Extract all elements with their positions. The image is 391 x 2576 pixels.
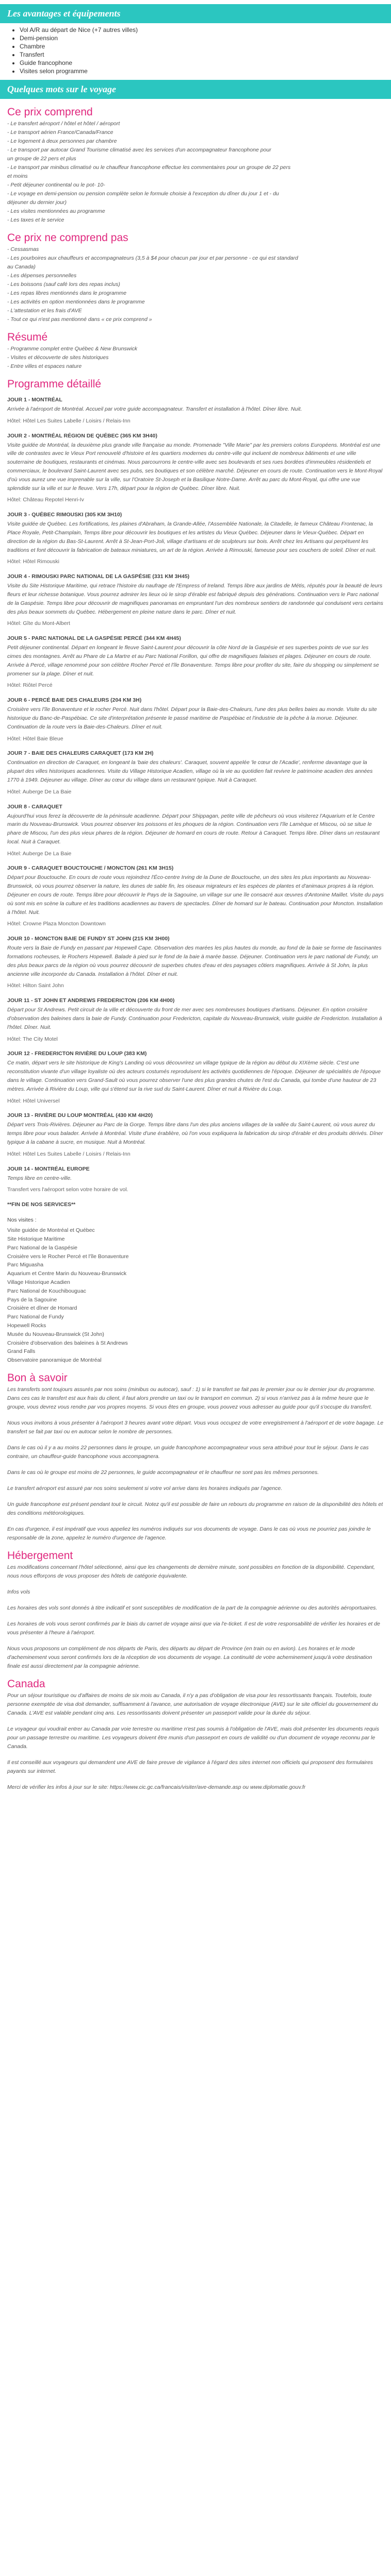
- exclude-line: - Les dépenses personnelles: [7, 273, 77, 279]
- summary-line: - Visites et découverte de sites historiques: [7, 354, 109, 361]
- summary-line: - Programme complet entre Québec & New Brunswick: [7, 346, 138, 352]
- day-hotel: Hôtel: Gîte du Mont-Albert: [7, 620, 70, 627]
- day-block: [7, 1166, 384, 1195]
- advantage-item: • Guide francophone: [20, 59, 384, 66]
- lodging-para: Les horaires de vols vous seront confirmés par le biais du carnet de voyage ainsi que via l'e-ticket. Il est de votre responsabilité de vérifier les horaires et de vous présenter à l'heure à l'aéroport.: [7, 1620, 380, 1636]
- include-line: - Le transport aérien France/Canada/France: [7, 129, 113, 135]
- day-title: JOUR 10 - MONCTON BAIE DE FUNDY ST JOHN (215 KM 3H00): [7, 936, 170, 942]
- exclude-line: au Canada): [7, 264, 36, 270]
- day-title: JOUR 11 - ST JOHN ET ANDREWS FREDERICTON (206 KM 4H00): [7, 997, 175, 1004]
- day-text: Départ pour Bouctouche. En cours de route vous rejoindrez l'Éco-centre Irving de la Dune de Bouctouche, un des sites les plus importants au Nouveau-Brunswick, où vous pourrez observer la nature, les dunes de sable fin, les oiseaux migrateurs et les espèces de plantes et d'animaux propres à la région. Déjeuner en cours de route. Temps libre pour découvrir le Pays de la Sagouine, un village sur une île consacré aux œuvres d'Antonine Maillet. Visite du pays où sont mis en scène la culture et les traditions acadiennes au travers de spectacles. Dîner de homard sur le bateau. Continuation pour Moncton. Installation à l'hôtel. Nuit.: [7, 874, 384, 916]
- canada-title: Canada: [7, 1677, 45, 1690]
- day-title: JOUR 9 - CARAQUET BOUCTOUCHE / MONCTON (261 KM 3H15): [7, 865, 174, 872]
- day-block: [7, 865, 384, 928]
- canada-para: Merci de vérifier les infos à jour sur le site: https://www.cic.gc.ca/francais/visiter/ave-demande.asp ou www.diplomatie.gouv.fr: [7, 1784, 306, 1790]
- program-title: Programme détaillé: [7, 378, 102, 390]
- visit-item: Croisière d'observation des baleines à St Andrews: [7, 1340, 128, 1346]
- include-line: un groupe de 22 pers et plus: [7, 156, 76, 162]
- visit-item: Croisière et dîner de Homard: [7, 1305, 77, 1312]
- lodging-title: Hébergement: [7, 1549, 73, 1562]
- day-hotel: Hôtel: Château Repotel Henri-Iv: [7, 497, 84, 503]
- day-text: Petit déjeuner continental. Départ en longeant le fleuve Saint-Laurent pour découvrir la côte Nord de la Gaspésie et ses superbes points de vue sur les cimes des montagnes. Arrêt au Phare de La Martre et au Parc National Forillon, qui offre de magnifiques falaises et plages. Déjeuner en cours de route. Arrivée à Percé, village renommé pour son célèbre Rocher Percé et l'île Bonaventure. Temps libre pour profiter du site, faire du shopping ou simplement se promener sur la plage. Dîner et nuit.: [7, 645, 379, 677]
- day-text: Croisière vers l'île Bonaventure et le rocher Percé. Nuit dans l'hôtel. Départ pour la Baie-des-Chaleurs, l'une des plus belles baies au monde. Visite du site historique du Banc-de-Paspébiac. Ce site d'interprétation présente le passé maritime de Paspébiac et l'industrie de la pêche à la morue. Déjeuner. Continuation de la route vers la Baie-des-Chaleurs. Dîner et nuit.: [7, 706, 377, 730]
- day-block: [7, 397, 384, 426]
- include-line: déjeuner du dernier jour): [7, 199, 67, 206]
- visit-item: Grand Falls: [7, 1348, 36, 1355]
- day-block: [7, 697, 384, 743]
- day-hotel: Hôtel: Hôtel Rimouski: [7, 558, 59, 565]
- day-hotel: Hôtel: Auberge De La Baie: [7, 788, 72, 795]
- advantage-item: • Chambre: [20, 43, 384, 50]
- day-title: JOUR 8 - CARAQUET: [7, 803, 62, 810]
- day-text: Départ pour St Andrews. Petit circuit de la ville et découverte du front de mer avec ses nombreuses boutiques d'artisans. Déjeuner. En option croisière d'observation des baleines dans la baie de Fundy. Continuation pour Fredericton, capitale du Nouveau-Brunswick, visite guidée de Fredericton. Installation à l'hôtel. Dîner. Nuit.: [7, 1007, 382, 1030]
- visit-item: Croisière vers le Rocher Percé et l'île Bonaventure: [7, 1253, 129, 1260]
- goodtoknow-para: Les transferts sont toujours assurés par nos soins (minibus ou autocar), sauf : 1) si le transfert se fait pas le premier jour ou le dernier jour du programme. Dans ces cas le transfert est aux frais du client, il faut alors prendre un taxi ou le transport en commun. 2) si vous n'arrivez pas à la même heure que le groupe, vous devrez vous rendre par vos propres moyens. Si vous êtes en groupe, vous pouvez vous adresser au guide pour qu'il s'occupe du transfert.: [7, 1386, 376, 1410]
- day-title: JOUR 1 - MONTRÉAL: [7, 397, 62, 403]
- day-hotel: Hôtel: The City Motel: [7, 1036, 58, 1042]
- include-line: - Petit déjeuner continental ou le pot- 10-: [7, 182, 105, 188]
- day-hotel: Hôtel: Hôtel Les Suites Labelle / Loisirs / Relais-Inn: [7, 1150, 131, 1157]
- day-title: JOUR 3 - QUÉBEC RIMOUSKI (305 KM 3H10): [7, 512, 122, 518]
- day-title: JOUR 2 - MONTRÉAL RÉGION DE QUÉBEC (365 KM 3H40): [7, 432, 157, 439]
- exclude-line: - Les repas libres mentionnés dans le programme: [7, 290, 127, 296]
- program-end: **FIN DE NOS SERVICES**: [7, 1201, 76, 1208]
- summary-list: [7, 345, 384, 371]
- day-hotel: Transfert vers l'aéroport selon votre horaire de vol.: [7, 1187, 128, 1193]
- day-hotel: Hôtel: Crowne Plaza Moncton Downtown: [7, 921, 106, 927]
- include-line: - Le transfert aéroport / hôtel et hôtel / aéroport: [7, 121, 120, 127]
- visit-item: Parc National de la Gaspésie: [7, 1244, 77, 1251]
- day-text: Départ vers Trois-Rivières. Déjeuner au Parc de la Gorge. Temps libre dans l'un des plus anciens villages de la vallée du Saint-Laurent, où vous aurez du temps libre pour vous balader. Arrivée à Montréal. Visite d'une érablière, où l'on vous expliquera la fabrication du sirop d'érable et des produits dérivés. Dîner typique à la cabane à sucre, en musique. Nuit à Montréal.: [7, 1122, 383, 1146]
- visit-item: Village Historique Acadien: [7, 1279, 70, 1285]
- include-line: - Les visites mentionnées au programme: [7, 208, 105, 214]
- day-block: [7, 573, 384, 628]
- day-block: [7, 512, 384, 566]
- visit-item: Parc National de Fundy: [7, 1314, 64, 1320]
- exclude-line: - Les pourboires aux chauffeurs et accompagnateurs (3,5 à $4 pour chacun par jour et par personne - ce qui est standard: [7, 255, 298, 261]
- day-text: Arrivée à l'aéroport de Montréal. Accueil par votre guide accompagnateur. Transfert et installation à l'hôtel. Dîner libre. Nuit.: [7, 406, 302, 412]
- visit-item: Observatoire panoramique de Montréal: [7, 1357, 102, 1364]
- day-title: JOUR 5 - PARC NATIONAL DE LA GASPÉSIE PERCÉ (344 KM 4H45): [7, 635, 181, 642]
- advantage-item: • Transfert: [20, 51, 384, 58]
- includes-list: [7, 120, 384, 225]
- canada-para: Le voyageur qui voudrait entrer au Canada par voie terrestre ou maritime n'est pas soumis à l'obligation de l'AVE, mais doit présenter les documents requis pour un passage terrestre ou maritime. Les voyageurs doivent être munis d'un passeport en cours de validité ou d'un document de voyage reconnu par le Canada.: [7, 1725, 379, 1750]
- day-text: Temps libre en centre-ville.: [7, 1175, 72, 1181]
- day-text: Visite du Site Historique Maritime, qui retrace l'histoire du naufrage de l'Empress of Ireland. Temps libre aux jardins de Métis, réputés pour la beauté de leurs fleurs et leur richesse botanique. Vous pourrez admirer les lieux où le sirop d'érable est fabriqué depuis des générations. Continuation vers le Parc national de la Gaspésie. Temps libre pour découvrir de magnifiques panoramas en empruntant l'un des nombreux sentiers de randonnée qui conduisent vers certains des plus beaux sommets du Québec. Hébergement en pleine nature dans le parc. Dîner et nuit.: [7, 583, 383, 615]
- canada-para: Il est conseillé aux voyageurs qui demandent une AVE de faire preuve de vigilance à l'égard des sites internet non officiels qui proposent des formulaires payants sur internet.: [7, 1759, 373, 1774]
- exclude-line: - Cessasmas: [7, 246, 39, 252]
- day-title: JOUR 6 - PERCÉ BAIE DES CHALEURS (204 KM 3H): [7, 697, 142, 704]
- visit-item: Site Historique Maritime: [7, 1236, 65, 1242]
- include-line: - Le transport par minibus climatisé ou le chauffeur francophone effectue les commentaires pour un groupe de 22 pers: [7, 164, 291, 171]
- day-block: [7, 997, 384, 1043]
- visit-item: Pays de la Sagouine: [7, 1296, 57, 1303]
- exclude-line: - Les activités en option mentionnées dans le programme: [7, 299, 145, 305]
- includes-title: Ce prix comprend: [7, 106, 93, 118]
- visit-item: Hopewell Rocks: [7, 1322, 46, 1329]
- include-line: - Le logement à deux personnes par chambre: [7, 138, 117, 144]
- exclude-line: - L'attestation et les frais d'AVE: [7, 308, 82, 314]
- summary-title: Résumé: [7, 331, 48, 343]
- day-title: JOUR 4 - RIMOUSKI PARC NATIONAL DE LA GASPÉSIE (331 KM 3H45): [7, 573, 190, 580]
- visit-item: Visite guidée de Montréal et Québec: [7, 1227, 95, 1234]
- excludes-title: Ce prix ne comprend pas: [7, 232, 128, 244]
- lodging-para: Nous vous proposons un complément de nos départs de Paris, des départs au départ de Province (en train ou en avion). Les horaires et le mode d'acheminement vous seront confirmés lors de la réception de vos documents de voyage. La continuité de votre acheminement jusqu'à votre destination finale est aussi directement par la compagnie aérienne.: [7, 1645, 372, 1669]
- day-title: JOUR 12 - FREDERICTON RIVIÈRE DU LOUP (383 KM): [7, 1050, 147, 1057]
- goodtoknow-para: Dans le cas où le groupe est moins de 22 personnes, le guide accompagnateur et le chauffeur ne sont pas les mêmes personnes.: [7, 1469, 319, 1476]
- day-hotel: Hôtel: Hôtel Baie Bleue: [7, 735, 63, 742]
- include-line: - Les taxes et le service: [7, 217, 64, 223]
- visit-item: Parc National de Kouchibouguac: [7, 1287, 86, 1294]
- day-text: Ce matin, départ vers le site historique de King's Landing où vous découvrirez un village typique de la région au début du XIXème siècle. C'est une reconstitution vivante d'un village loyaliste où des acteurs costumés reproduisent les activités quotidiennes de l'époque. Déjeuner de spécialités de l'époque dans le village. Continuation vers Grand-Sault où vous pourrez observer l'une des plus grandes chutes de l'est du Canada, qui tombe d'une hauteur de 23 mètres. Arrivée à Rivière du Loup, ville qui s'étend sur la rive sud du Saint-Laurent. Dîner et nuit à Rivière du Loup.: [7, 1060, 381, 1092]
- day-hotel: Hôtel: Auberge De La Baie: [7, 850, 72, 857]
- summary-line: - Entre villes et espaces nature: [7, 363, 82, 369]
- include-line: - Le transport par autocar Grand Tourisme climatisé avec les services d'un accompagnateur francophone pour: [7, 147, 271, 153]
- goodtoknow-para: Le transfert aéroport est assuré par nos soins seulement si votre vol arrive dans les horaires indiqués par l'agence.: [7, 1485, 283, 1492]
- day-hotel: Hôtel: Hôtel Les Suites Labelle / Loisirs / Relais-Inn: [7, 417, 131, 424]
- goodtoknow-title: Bon à savoir: [7, 1371, 68, 1384]
- lodging-para: Les modifications concernant l'hôtel sélectionné, ainsi que les changements de dernière minute, sont possibles en fonction de la disponibilité. Cependant, nous nous efforçons de vous proposer des hôtels de catégorie équivalente.: [7, 1564, 375, 1579]
- day-block: [7, 936, 384, 990]
- advantages-list: [7, 26, 384, 75]
- day-block: [7, 1050, 384, 1105]
- visit-item: Musée du Nouveau-Brunswick (St John): [7, 1331, 104, 1337]
- goodtoknow-para: Un guide francophone est présent pendant tout le circuit. Notez qu'il est possible de faire un rebours du programme en raison de la disponibilité des hôtels et des conditions météorologiques.: [7, 1501, 383, 1516]
- day-hotel: Hôtel: Riôtel Percé: [7, 682, 53, 689]
- goodtoknow-para: Nous vous invitons à vous présenter à l'aéroport 3 heures avant votre départ. Vous vous occupez de votre enregistrement à l'aéroport et de votre bagage. Le transfert se fait par taxi ou en autocar selon le nombre de personnes.: [7, 1419, 384, 1435]
- include-line: - Le voyage en demi-pension ou pension complète selon le formule choisie à l'exception du dîner du jour 1 et - du: [7, 191, 279, 197]
- day-text: Aujourd'hui vous ferez la découverte de la péninsule acadienne. Départ pour Shippagan, petite ville de pêcheurs où vous visiterez l'Aquarium et le Centre marin du Nouveau-Brunswick. Vous pourrez observer les poissons et les phoques de la région. Continuation vers l'île Lamèque et Miscou, où se situe le phare de Miscou, l'un des plus vieux phares de la région. Déjeuner de homard en cours de route. Retour à Caraquet. Temps libre. Dîner dans un restaurant local. Nuit à Caraquet.: [7, 812, 380, 845]
- visits-title: Nos visites :: [7, 1217, 37, 1224]
- advantages-title: Les avantages et équipements: [0, 4, 391, 23]
- day-text: Continuation en direction de Caraquet, en longeant la 'baie des chaleurs'. Caraquet, souvent appelée 'le cœur de l'Acadie', renferme davantage que la plupart des villes historiques acadiennes. Visite du Village Historique Acadien, village où la vie au quotidien fait revivre le patrimoine acadien des années 1770 à 1949. Déjeuner au village. Dîner au cœur du village dans un restaurant typique. Nuit à Caraquet.: [7, 759, 373, 783]
- advantage-item: • Vol A/R au départ de Nice (+7 autres villes): [20, 26, 384, 33]
- day-title: JOUR 14 - MONTRÉAL EUROPE: [7, 1165, 90, 1172]
- goodtoknow-para: En cas d'urgence, il est impératif que vous appeliez les numéros indiqués sur vos documents de voyage. Dans le cas où vous ne pourriez pas joindre le responsable de la zone, appelez le numéro d'urgence de l'agence.: [7, 1526, 371, 1541]
- lodging-para: Infos vols: [7, 1588, 30, 1595]
- exclude-line: - Les boissons (sauf café lors des repas inclus): [7, 281, 120, 287]
- visits-list: [7, 1226, 384, 1365]
- canada-para: Pour un séjour touristique ou d'affaires de moins de six mois au Canada, il n'y a pas d'obligation de visa pour les ressortissants français. Toutefois, toute personne exemptée de visa doit demander, suffisamment à l'avance, une autorisation de voyage électronique (AVE) sur le site officiel du gouvernement du Canada. L'AVE est valable pendant cinq ans. Les ressortissants doivent présenter un passeport valide pour la durée du séjour.: [7, 1692, 378, 1716]
- day-title: JOUR 13 - RIVIÈRE DU LOUP MONTRÉAL (430 KM 4H20): [7, 1112, 153, 1119]
- day-hotel: Hôtel: Hilton Saint John: [7, 982, 64, 989]
- advantage-item: • Visites selon programme: [20, 67, 384, 75]
- day-text: Visite guidée de Montréal, la deuxième plus grande ville française au monde. Promenade "Ville Marie" par les premiers colons Européens. Montréal est une ville de contrastes avec le Vieux Port renouvelé d'histoire et les quartiers modernes du centre-ville qui incluent de nombreux bâtiments et une ville souterraine de boutiques, restaurants et cinémas. Nous parcourrons le centre-ville avec ses boulevards et ses rues bordées d'immeubles résidentiels et commerciaux, le boulevard Saint-Laurent avec ses pubs, ses boutiques et son célèbre marché. Déjeuner en cours de route. Continuation vers le Mont-Royal d'où vous aurez une vue imprenable sur la ville, sur l'Oratoire St-Joseph et la Basilique Notre-Dame. Arrêt au parc du Mont-Royal, qui offre une vue splendide sur la ville et sur le fleuve. Vers 17h, départ pour la région de Québec. Dîner libre. Nuit.: [7, 442, 383, 492]
- day-block: [7, 1112, 384, 1158]
- visit-item: Parc Miguasha: [7, 1262, 44, 1268]
- lodging-para: Les horaires des vols sont donnés à titre indicatif et sont susceptibles de modification de la part de la compagnie aérienne ou des autorités aéroportuaires.: [7, 1604, 378, 1611]
- day-block: [7, 635, 384, 690]
- goodtoknow-para: Dans le cas où il y a au moins 22 personnes dans le groupe, un guide francophone accompagnateur vous sera attribué pour tout le séjour. Dans le cas contraire, un chauffeur-guide francophone vous accompagnera.: [7, 1444, 369, 1460]
- advantage-item: • Demi-pension: [20, 35, 384, 42]
- day-hotel: Hôtel: Hôtel Universel: [7, 1097, 60, 1104]
- include-line: et moins: [7, 173, 28, 179]
- trip-title: Quelques mots sur le voyage: [0, 80, 391, 99]
- day-text: Visite guidée de Québec. Les fortifications, les plaines d'Abraham, la Grande-Allée, l'Assemblée Nationale, la Citadelle, le fameux Château Frontenac, la Place Royale, Petit-Champlain, Temps libre pour découvrir les boutiques et les artistes du Vieux Québec. Déjeuner dans le Vieux-Québec. Départ en direction de la région du Bas-St-Laurent. Arrêt à St-Jean-Port-Joli, village d'artisans et de sculpteurs sur bois. Arrêt chez les Artisans qui perpétuent les traditions et font découvrir la fabrication de bateaux miniatures, un art de la région. Arrivée à Rimouski, fameuse pour ses couchers de soleil. Dîner et nuit.: [7, 521, 377, 553]
- day-block: [7, 750, 384, 796]
- day-block: [7, 804, 384, 858]
- exclude-line: - Tout ce qui n'est pas mentionné dans « ce prix comprend »: [7, 316, 152, 323]
- visit-item: Aquarium et Centre Marin du Nouveau-Brunswick: [7, 1270, 127, 1277]
- day-text: Route vers la Baie de Fundy en passant par Hopewell Cape. Observation des marées les plus hautes du monde, au fond de la baie se forme de fascinantes formations rocheuses, le Rochers Hopewell. Balade à pied sur le fond de la baie à marée basse. Déjeuner. Continuation vers le parc national de Fundy, un des plus beaux parcs de la région où vous pourrez découvrir de superbes chutes d'eau et des paysages côtiers magnifiques. Arrivée à St John, la plus ancienne ville incorporée du Canada. Installation à l'hôtel. Dîner et nuit.: [7, 945, 382, 977]
- day-block: [7, 433, 384, 505]
- excludes-list: [7, 245, 384, 324]
- day-title: JOUR 7 - BAIE DES CHALEURS CARAQUET (173 KM 2H): [7, 750, 154, 757]
